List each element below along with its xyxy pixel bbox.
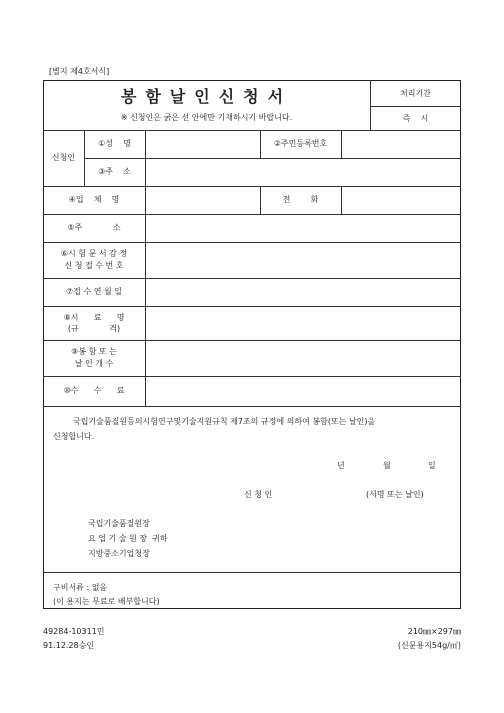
fee-label: ⑩수 수 료 <box>63 386 125 395</box>
name-field[interactable] <box>146 131 259 157</box>
sample-field[interactable] <box>146 307 460 339</box>
seal-count-label-line2: 날 인 개 수 <box>74 359 114 368</box>
recipient-3: 지방중소기업청장 <box>88 549 150 558</box>
sample-label <box>43 306 145 340</box>
declaration-line2: 신청합니다. <box>53 432 95 441</box>
recipient-2: 요 업 기 술 원 장 귀하 <box>88 534 168 543</box>
seal-count-label <box>43 340 145 376</box>
receipt-date-label: ⑦접 수 연 월 일 <box>66 287 122 296</box>
year-label: 년 <box>337 461 345 470</box>
month-label: 월 <box>383 461 391 470</box>
divider <box>43 406 461 407</box>
test-doc-field[interactable] <box>146 243 460 277</box>
attachments-label: 구비서류 : 없음 <box>53 583 108 592</box>
applicant-sign-label: 신 청 인 <box>244 490 273 499</box>
resident-no-field[interactable] <box>342 131 460 157</box>
applicant-label: 신청인 <box>51 153 76 162</box>
seal-count-field[interactable] <box>146 341 460 375</box>
test-doc-label-line1: ⑥시 험 문 서 감 정 <box>60 249 128 258</box>
company-field[interactable] <box>146 187 259 213</box>
processing-value: 즉 시 <box>402 113 429 123</box>
test-doc-label <box>43 242 145 278</box>
address-field[interactable] <box>146 159 460 185</box>
declaration-line1: 국립기술품질원등의시험연구및기술지원규칙 제7조의 규정에 의하여 봉함(또는 날인)을 <box>73 417 376 426</box>
paper-size: 210㎜×297㎜ <box>407 627 461 636</box>
divider <box>43 572 461 573</box>
company-address-field[interactable] <box>146 215 460 241</box>
day-label: 일 <box>428 461 436 470</box>
phone-field[interactable] <box>342 187 460 213</box>
address-label: ③주 소 <box>98 167 131 176</box>
fee-field[interactable] <box>146 377 460 405</box>
seal-count-label-line1: ⑨봉 함 또 는 <box>71 347 117 356</box>
test-doc-label-line2: 신 청 접 수 번 호 <box>64 261 124 270</box>
processing-label: 처리기간 <box>400 89 431 98</box>
phone-label: 전 화 <box>282 195 319 204</box>
notice-text: ※ 신청인은 굵은 선 안에만 기재하시기 바랍니다. <box>120 113 293 122</box>
approval-date: 91.12.28승인 <box>43 641 95 650</box>
form-label: [별지 제4호서식] <box>49 67 110 76</box>
page-title: 봉함날인신청서 <box>120 86 293 106</box>
sample-label-line2: (규 격) <box>67 323 121 333</box>
free-distribution-note: (이 용지는 무료로 배부합니다) <box>53 597 160 606</box>
form-number: 49284-10311민 <box>43 627 105 636</box>
sample-label-line1: ⑧시 료 명 <box>63 312 125 322</box>
company-label: ④업 체 명 <box>68 195 120 204</box>
receipt-date-field[interactable] <box>146 279 460 305</box>
recipient-1: 국립기술품질원장 <box>88 519 150 528</box>
paper-type: (신문용지54g/㎡) <box>397 641 461 650</box>
company-address-label: ⑤주 소 <box>67 223 121 232</box>
name-label: ①성 명 <box>98 139 131 148</box>
sign-or-seal-label: (서명 또는 날인) <box>366 490 424 499</box>
resident-no-label: ②주민등록번호 <box>273 139 328 148</box>
